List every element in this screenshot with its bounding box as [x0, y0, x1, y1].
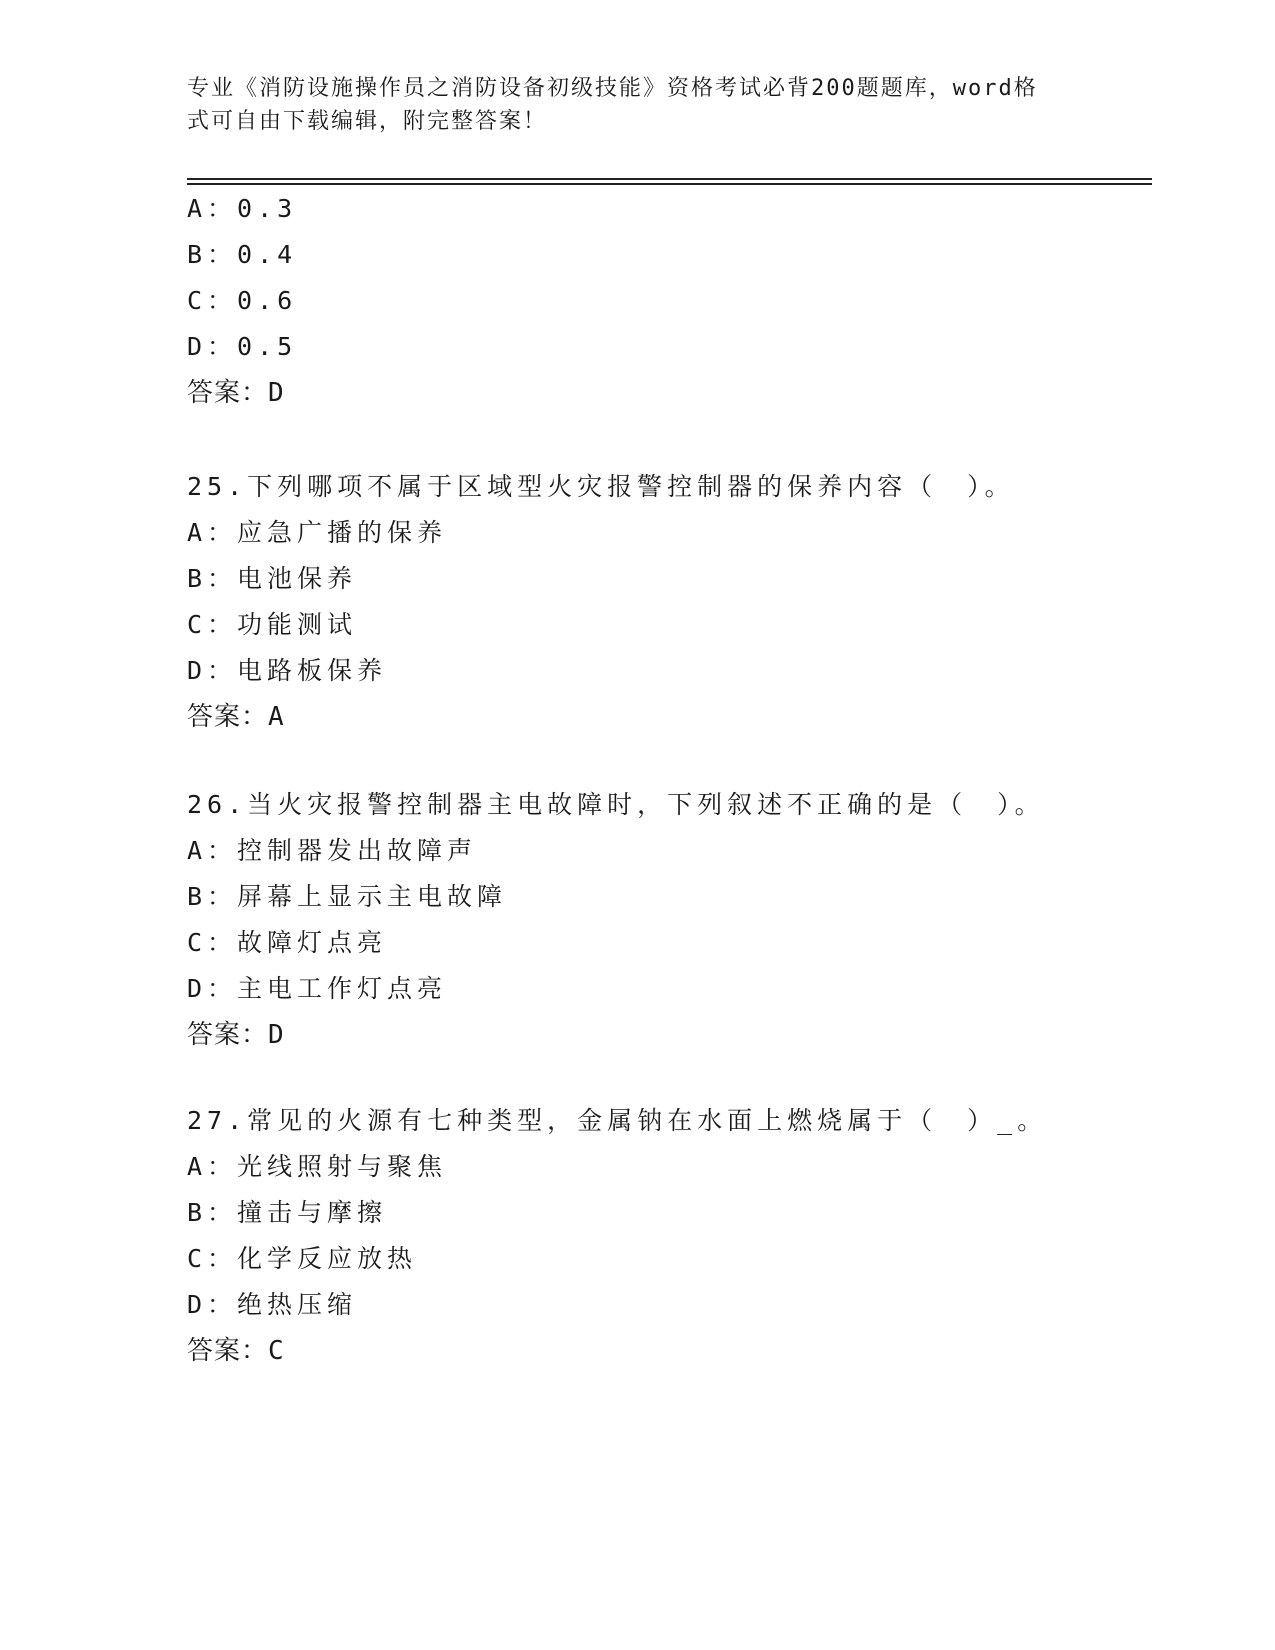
answer-line: 答案：D	[187, 1020, 285, 1050]
question-stem: 25.下列哪项不属于区域型火灾报警控制器的保养内容（ ）。	[187, 472, 1015, 501]
option-b: B：屏幕上显示主电故障	[187, 882, 508, 911]
answer-line: 答案：D	[187, 378, 285, 408]
header-line-1: 专业《消防设施操作员之消防设备初级技能》资格考试必背200题题库，word格	[187, 76, 1038, 101]
option-a: A：应急广播的保养	[187, 518, 448, 547]
header-divider-bottom	[187, 183, 1152, 185]
option-c: C：故障灯点亮	[187, 928, 388, 957]
option-b: B：0.4	[187, 240, 298, 269]
option-c: C：0.6	[187, 286, 298, 315]
question-27-block	[187, 1098, 1152, 1374]
answer-line: 答案：A	[187, 702, 285, 732]
option-d: D：0.5	[187, 332, 298, 361]
header-line-2: 式可自由下载编辑，附完整答案！	[187, 109, 548, 134]
option-d: D：主电工作灯点亮	[187, 974, 448, 1003]
option-d: D：电路板保养	[187, 656, 388, 685]
question-26-block	[187, 782, 1152, 1058]
option-b: B：撞击与摩擦	[187, 1198, 388, 1227]
answer-line: 答案：C	[187, 1336, 285, 1366]
option-a: A：0.3	[187, 194, 298, 223]
option-a: A：控制器发出故障声	[187, 836, 478, 865]
option-d: D：绝热压缩	[187, 1290, 358, 1319]
option-c: C：化学反应放热	[187, 1244, 418, 1273]
question-25-block	[187, 464, 1152, 740]
question-stem: 26.当火灾报警控制器主电故障时，下列叙述不正确的是（ ）。	[187, 790, 1045, 819]
question-stem: 27.常见的火源有七种类型，金属钠在水面上燃烧属于（ ）_。	[187, 1106, 1048, 1135]
prev-question-block	[187, 186, 1152, 416]
option-b: B：电池保养	[187, 564, 358, 593]
option-c: C：功能测试	[187, 610, 358, 639]
option-a: A：光线照射与聚焦	[187, 1152, 448, 1181]
document-header	[187, 72, 1087, 138]
header-divider-top	[187, 178, 1152, 180]
